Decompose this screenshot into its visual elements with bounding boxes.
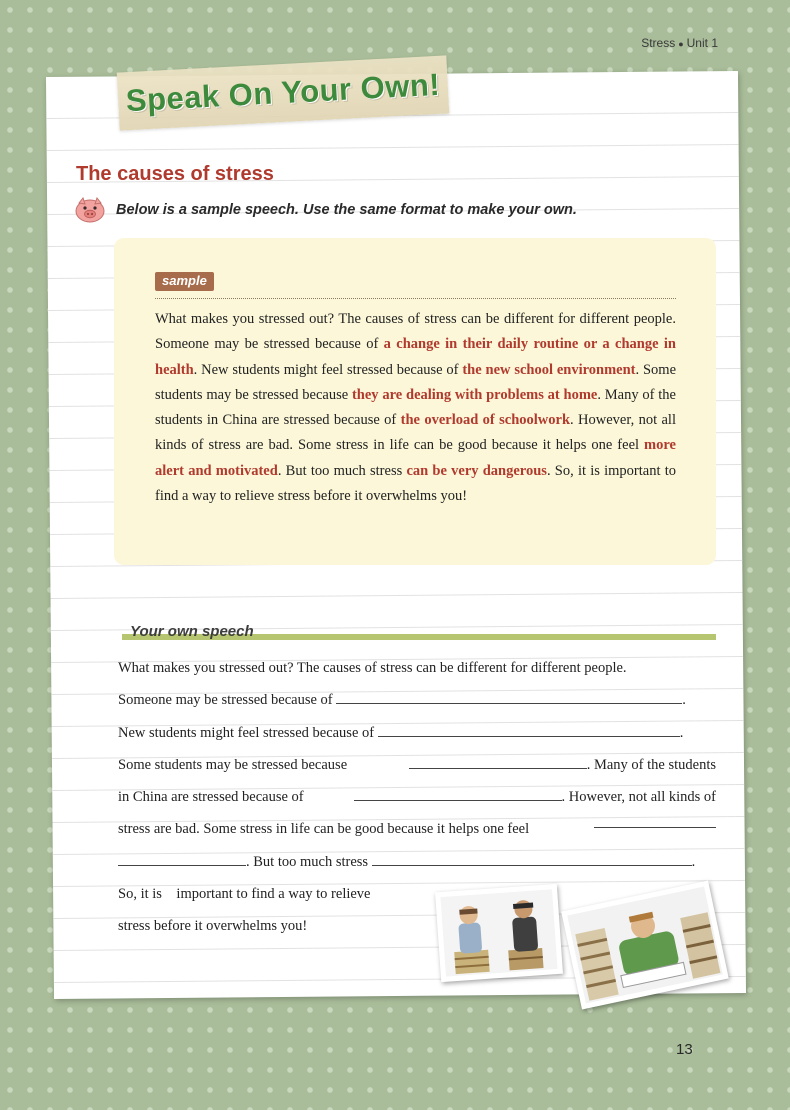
speech-line-2 <box>118 684 716 716</box>
stressed-students-photo <box>435 884 563 982</box>
sample-highlight: they are dealing with problems at home <box>351 386 598 403</box>
section-title: The causes of stress <box>76 163 274 185</box>
sample-box <box>114 238 716 565</box>
period: . <box>682 692 686 709</box>
header-unit: Unit 1 <box>686 36 718 50</box>
own-speech-header <box>114 623 716 643</box>
speech-line-5 <box>118 781 716 813</box>
stressed-students-illustration <box>440 889 557 977</box>
speech-line-3 <box>118 717 716 749</box>
sample-highlight: the new school environment <box>462 361 636 378</box>
speech-text: Some students may be stressed because <box>118 756 348 773</box>
speech-text: . However, not all kinds of <box>561 789 716 806</box>
sample-text-segment: . However, not all kinds of stress are bad. Some stress in life can be good because it helps one feel <box>155 412 676 454</box>
blank-china-students[interactable] <box>354 786 562 801</box>
sample-text-segment: . But too much stress <box>277 462 407 479</box>
sample-speech <box>155 307 676 509</box>
speech-text: . Many of the students <box>586 756 716 773</box>
speak-on-your-own-title: Speak On Your Own! <box>125 66 441 119</box>
speech-text: Someone may be stressed because of <box>118 692 333 709</box>
page-header <box>641 36 718 50</box>
instruction-text: Below is a sample speech. Use the same format to make your own. <box>116 202 577 218</box>
period: . <box>679 724 684 741</box>
sample-divider <box>155 298 676 299</box>
sample-text-segment: What makes you stressed out? The causes of stress can be different for different people. Someone may be stressed because of <box>155 311 676 353</box>
speech-line-1 <box>118 652 716 684</box>
sample-text-segment: . Many of the students in China are stressed because of <box>155 386 676 429</box>
sample-highlight: a change in their daily routine or a change in health <box>155 336 676 378</box>
speech-text: stress before it overwhelms you! <box>118 918 308 935</box>
sample-text-segment: . New students might feel stressed because of <box>193 361 463 378</box>
speech-line-7 <box>118 846 716 878</box>
sample-highlight: can be very dangerous <box>406 462 547 479</box>
blank-helps-feel-a[interactable] <box>594 813 716 828</box>
own-speech-title: Your own speech <box>130 623 254 640</box>
blank-some-students[interactable] <box>409 754 587 769</box>
blank-helps-feel-b[interactable] <box>118 851 246 866</box>
blank-too-much-stress[interactable] <box>372 851 692 866</box>
sample-text-segment: . So, it is important to find a way to relieve stress before it overwhelms you! <box>155 462 676 505</box>
speech-text: in China are stressed because of <box>118 789 304 806</box>
instruction <box>74 197 577 223</box>
pig-icon <box>74 197 106 223</box>
blank-new-students[interactable] <box>378 722 680 737</box>
header-topic: Stress <box>641 36 676 50</box>
speech-text: What makes you stressed out? The causes of stress can be different for different people. <box>118 660 627 676</box>
speech-text: . But too much stress <box>246 853 369 870</box>
blank-daily-routine[interactable] <box>336 689 682 704</box>
speech-line-6 <box>118 813 716 845</box>
bullet-separator: ● <box>678 39 684 49</box>
speech-text: stress are bad. Some stress in life can be good because it helps one feel <box>118 821 530 838</box>
sample-text-segment: . Some students may be stressed because <box>155 361 677 403</box>
speech-text: New students might feel stressed because of <box>118 724 375 741</box>
period: . <box>691 853 696 870</box>
speech-line-4 <box>118 749 716 781</box>
page-number: 13 <box>676 1041 693 1058</box>
sample-highlight: more alert and motivated <box>155 437 676 479</box>
speech-text: So, it is important to find a way to relieve <box>118 886 371 903</box>
sample-tag: sample <box>155 272 214 291</box>
sample-highlight: the overload of schoolwork <box>400 412 571 429</box>
